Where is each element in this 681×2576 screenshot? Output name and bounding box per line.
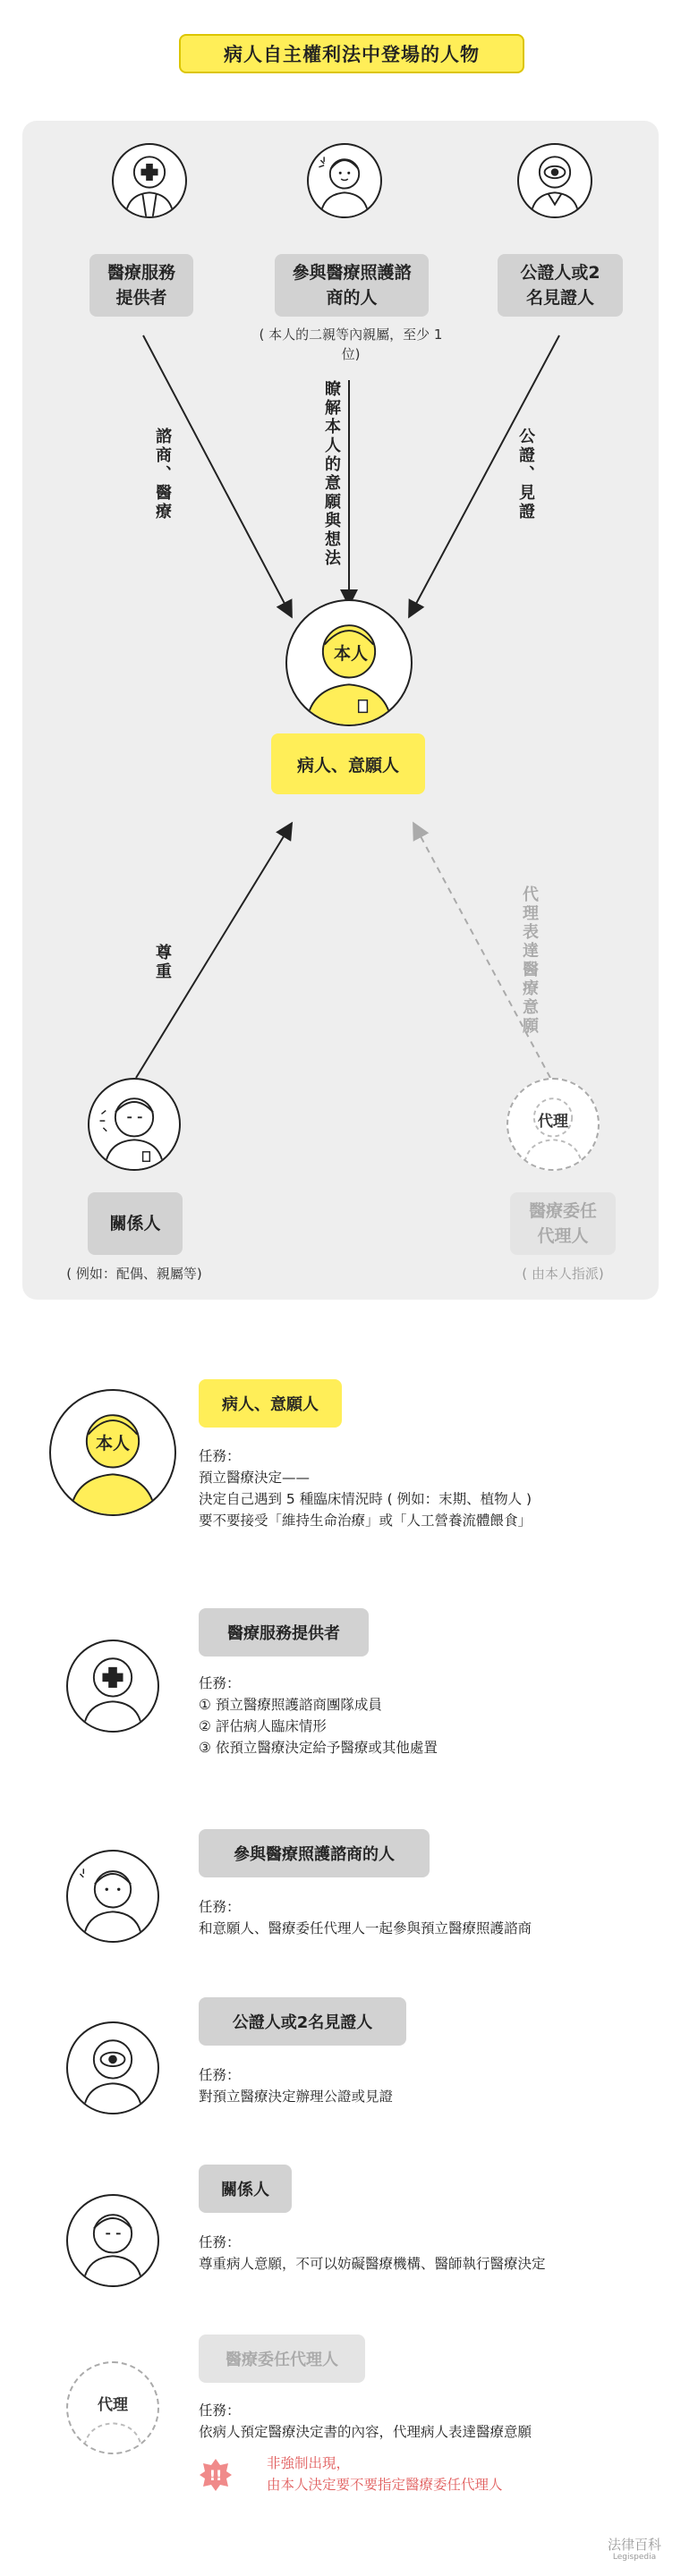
role-title-patient: 病人、意願人: [199, 1379, 342, 1428]
role-body-patient: 任務： 預立醫療決定—— 決定自己遇到 5 種臨床情況時 ( 例如：末期、植物人 ) 要不要接受「維持生命治療」或「人工營養流體餵食」: [199, 1448, 532, 1529]
role-title-provider: 醫療服務提供者: [199, 1608, 369, 1657]
role-title-participant: 參與醫療照護諮商的人: [199, 1829, 430, 1877]
role-body-provider: 任務： ① 預立醫療照護諮商團隊成員 ② 評估病人臨床情形 ③ 依預立醫療決定給予醫療或其他處置: [199, 1675, 438, 1756]
role-body-agent: 任務： 依病人預定醫療決定書的內容，代理病人表達醫療意願: [199, 2402, 532, 2440]
relative-note: ( 例如：配偶、親屬等): [66, 1266, 202, 1282]
footer-brand: 法律百科 Legispedia: [607, 2537, 661, 2562]
doctor-icon: [68, 1641, 157, 1731]
arrow-relative-text: 尊重: [153, 944, 172, 981]
participant-label: 參與醫療照護諮商的人: [275, 254, 429, 317]
center-label: 病人、意願人: [271, 733, 425, 794]
witness-avatar: [517, 143, 592, 218]
role-relative-avatar: [66, 2194, 159, 2287]
provider-avatar: [112, 143, 187, 218]
agent-label: 醫療委任代理人: [510, 1192, 616, 1255]
provider-label: 醫療服務提供者: [89, 254, 193, 317]
eye-icon: [68, 2023, 157, 2113]
relative-label: 關係人: [88, 1192, 183, 1255]
role-participant-avatar: [66, 1850, 159, 1943]
arrow-witness-text: 公證、見證: [516, 428, 535, 521]
participant-avatar: [307, 143, 382, 218]
arrow-participant-text: 瞭解本人的意願與想法: [322, 380, 341, 568]
role-body-witness: 任務： 對預立醫療決定辦理公證或見證: [199, 2067, 394, 2105]
svg-text:!!: !!: [209, 2467, 223, 2484]
page-title: 病人自主權利法中登場的人物: [179, 34, 524, 73]
witness-label: 公證人或2名見證人: [498, 254, 623, 317]
arrow-provider-text: 諮商、醫療: [153, 428, 172, 521]
role-body-participant: 任務： 和意願人、醫療委任代理人一起參與預立醫療照護諮商: [199, 1899, 532, 1936]
participant-note: ( 本人的二親等內親屬，至少 1 位): [259, 326, 443, 362]
agent-badge: 代理: [538, 1113, 568, 1131]
relative-person-icon: [89, 1080, 179, 1169]
warning-icon: [199, 2458, 233, 2492]
eye-icon: [519, 145, 591, 216]
role-title-witness: 公證人或2名見證人: [199, 1997, 406, 2046]
relative-avatar: [88, 1078, 181, 1171]
role-title-relative: 關係人: [199, 2165, 292, 2213]
role-agent-badge: 代理: [98, 2396, 128, 2414]
role-provider-avatar: [66, 1640, 159, 1733]
person-icon: [309, 145, 380, 216]
arrow-agent-text: 代理表達醫療意願: [520, 886, 539, 1036]
relative-person-icon: [68, 2196, 157, 2285]
person-icon: [68, 1852, 157, 1941]
role-self-badge: 本人: [95, 1434, 130, 1453]
role-agent-avatar: [66, 2361, 159, 2454]
self-avatar: [285, 599, 413, 726]
self-badge: 本人: [333, 644, 368, 664]
role-self-avatar: [49, 1389, 176, 1516]
role-body-relative: 任務： 尊重病人意願，不可以妨礙醫療機構、醫師執行醫療決定: [199, 2234, 546, 2272]
agent-note: ( 由本人指派): [522, 1266, 604, 1282]
doctor-icon: [114, 145, 185, 216]
role-witness-avatar: [66, 2021, 159, 2114]
agent-warning: 非強制出現， 由本人決定要不要指定醫療委任代理人: [267, 2455, 503, 2493]
agent-avatar: [506, 1078, 600, 1171]
role-title-agent: 醫療委任代理人: [199, 2334, 365, 2383]
